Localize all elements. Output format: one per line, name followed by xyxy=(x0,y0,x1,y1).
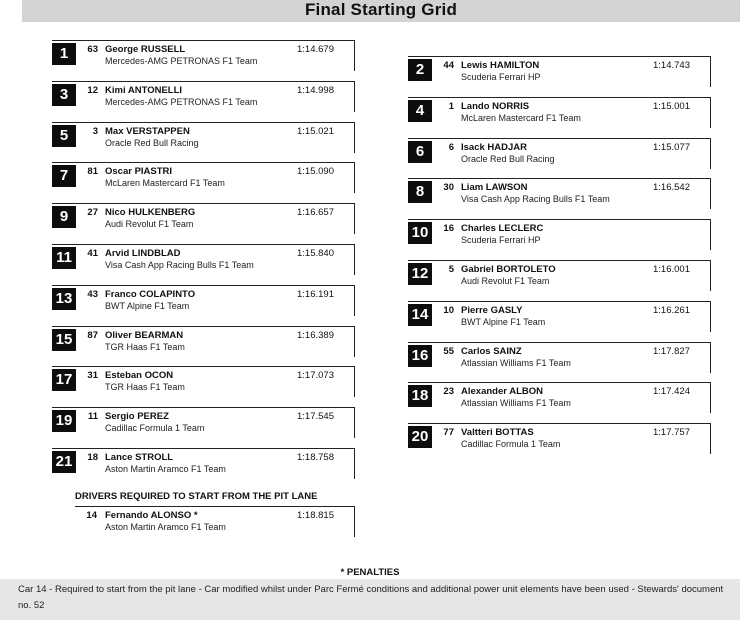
driver-name: Lance STROLL xyxy=(105,452,174,463)
driver-name: Franco COLAPINTO xyxy=(105,288,196,300)
grid-entry xyxy=(52,244,355,275)
grid-entry xyxy=(408,178,711,209)
grid-position: 2 xyxy=(408,59,432,81)
driver-name: Arvid LINDBLAD xyxy=(105,248,181,259)
driver-name: Alexander ALBON xyxy=(461,386,543,398)
car-number: 10 xyxy=(443,304,454,316)
car-number: 27 xyxy=(87,207,98,219)
driver-name: George RUSSELL xyxy=(105,44,186,55)
driver-name: Gabriel BORTOLETO xyxy=(461,264,556,275)
driver-name: Lando NORRIS xyxy=(461,100,530,112)
pit-lane-heading: DRIVERS REQUIRED TO START FROM THE PIT LANE xyxy=(75,491,318,502)
grid-entry xyxy=(408,301,711,332)
team-name: Oracle Red Bull Racing xyxy=(105,137,199,148)
lap-time: 1:17.757 xyxy=(653,427,690,439)
lap-time: 1:14.679 xyxy=(297,44,334,55)
driver-name: Oscar PIASTRI xyxy=(105,166,173,178)
lap-time: 1:15.090 xyxy=(297,166,334,178)
lap-time: 1:14.998 xyxy=(297,84,334,96)
team-name: BWT Alpine F1 Team xyxy=(105,300,190,311)
team-name: Oracle Red Bull Racing xyxy=(461,153,555,164)
team-name: Scuderia Ferrari HP xyxy=(461,235,541,246)
grid-entry xyxy=(408,423,711,454)
grid-position: 18 xyxy=(408,385,432,407)
grid-position: 19 xyxy=(52,410,76,432)
car-number: 6 xyxy=(448,141,454,153)
car-number: 31 xyxy=(87,370,98,382)
pit-lane-entry xyxy=(75,506,355,537)
driver-name: Sergio PEREZ xyxy=(105,411,169,423)
driver-name: Nico HULKENBERG xyxy=(105,207,196,219)
driver-name: Charles LECLERC xyxy=(461,223,544,235)
team-name: Audi Revolut F1 Team xyxy=(461,276,550,286)
grid-entry xyxy=(52,326,355,357)
car-number: 3 xyxy=(92,125,98,137)
car-number: 14 xyxy=(86,510,97,521)
grid-entry xyxy=(408,342,711,373)
grid-entry xyxy=(408,260,711,291)
lap-time: 1:15.021 xyxy=(297,125,334,137)
team-name: Mercedes-AMG PETRONAS F1 Team xyxy=(105,96,258,107)
car-number: 30 xyxy=(443,182,454,194)
car-number: 55 xyxy=(443,345,454,357)
driver-name: Oliver BEARMAN xyxy=(105,329,184,341)
team-name: Mercedes-AMG PETRONAS F1 Team xyxy=(105,56,258,66)
grid-entry xyxy=(52,407,355,438)
grid-position: 7 xyxy=(52,165,76,187)
grid-position: 11 xyxy=(52,247,76,269)
car-number: 77 xyxy=(443,427,454,439)
grid-position: 5 xyxy=(52,125,76,147)
car-number: 1 xyxy=(448,100,454,112)
lap-time: 1:15.077 xyxy=(653,141,690,153)
grid-position: 12 xyxy=(408,263,432,285)
driver-name: Isack HADJAR xyxy=(461,141,527,153)
lap-time: 1:16.657 xyxy=(297,207,334,219)
grid-position: 4 xyxy=(408,100,432,122)
grid-position: 17 xyxy=(52,369,76,391)
team-name: Cadillac Formula 1 Team xyxy=(461,439,561,450)
penalties-heading: * PENALTIES xyxy=(340,567,400,578)
grid-position: 1 xyxy=(52,43,76,65)
grid-entry xyxy=(52,122,355,153)
team-name: Scuderia Ferrari HP xyxy=(461,72,541,82)
team-name: TGR Haas F1 Team xyxy=(105,382,185,393)
grid-position: 16 xyxy=(408,345,432,367)
grid-entry xyxy=(408,97,711,128)
team-name: Aston Martin Aramco F1 Team xyxy=(105,522,226,532)
lap-time: 1:15.840 xyxy=(297,248,334,259)
grid-entry xyxy=(408,138,711,169)
lap-time: 1:16.542 xyxy=(653,182,690,194)
team-name: Atlassian Williams F1 Team xyxy=(461,357,571,368)
driver-name: Carlos SAINZ xyxy=(461,345,522,357)
team-name: McLaren Mastercard F1 Team xyxy=(461,112,581,123)
lap-time: 1:18.758 xyxy=(297,452,334,463)
grid-entry xyxy=(408,56,711,87)
driver-name: Fernando ALONSO * xyxy=(105,510,198,521)
driver-name: Pierre GASLY xyxy=(461,304,523,316)
grid-entry xyxy=(52,162,355,193)
team-name: Audi Revolut F1 Team xyxy=(105,219,194,230)
grid-position: 14 xyxy=(408,304,432,326)
lap-time: 1:17.073 xyxy=(297,370,334,382)
grid-entry xyxy=(52,285,355,316)
grid-position: 6 xyxy=(408,141,432,163)
grid-position: 21 xyxy=(52,451,76,473)
lap-time: 1:17.424 xyxy=(653,386,690,398)
grid-position: 9 xyxy=(52,206,76,228)
car-number: 81 xyxy=(87,166,98,178)
lap-time: 1:17.827 xyxy=(653,345,690,357)
driver-name: Max VERSTAPPEN xyxy=(105,125,190,137)
driver-name: Kimi ANTONELLI xyxy=(105,84,183,96)
team-name: Visa Cash App Racing Bulls F1 Team xyxy=(105,260,254,270)
lap-time: 1:16.191 xyxy=(297,288,334,300)
car-number: 11 xyxy=(87,411,98,423)
grid-entry xyxy=(52,40,355,71)
car-number: 12 xyxy=(87,84,98,96)
grid-entry xyxy=(52,448,355,479)
title-bar xyxy=(22,0,740,22)
penalties-bar xyxy=(0,579,740,620)
driver-name: Valtteri BOTTAS xyxy=(461,427,534,439)
grid-position: 8 xyxy=(408,181,432,203)
lap-time: 1:16.001 xyxy=(653,264,690,275)
grid-position: 15 xyxy=(52,329,76,351)
car-number: 16 xyxy=(443,223,454,235)
car-number: 63 xyxy=(87,44,98,55)
car-number: 23 xyxy=(443,386,454,398)
grid-entry xyxy=(408,382,711,413)
grid-entry xyxy=(52,366,355,397)
team-name: Atlassian Williams F1 Team xyxy=(461,398,571,409)
lap-time: 1:16.261 xyxy=(653,304,690,316)
lap-time: 1:17.545 xyxy=(297,411,334,423)
car-number: 5 xyxy=(448,264,454,275)
team-name: Visa Cash App Racing Bulls F1 Team xyxy=(461,194,610,205)
lap-time: 1:16.389 xyxy=(297,329,334,341)
lap-time: 1:15.001 xyxy=(653,100,690,112)
team-name: McLaren Mastercard F1 Team xyxy=(105,178,225,189)
team-name: Aston Martin Aramco F1 Team xyxy=(105,464,226,474)
penalties-text: Car 14 - Required to start from the pit lane - Car modified whilst under Parc Fermé conditions and additional power unit elements have been used - Stewards' document no. 52 xyxy=(18,584,724,611)
lap-time: 1:14.743 xyxy=(653,60,690,71)
team-name: BWT Alpine F1 Team xyxy=(461,316,546,327)
driver-name: Esteban OCON xyxy=(105,370,174,382)
grid-entry xyxy=(52,81,355,112)
page-title: Final Starting Grid xyxy=(304,0,458,19)
grid-position: 13 xyxy=(52,288,76,310)
grid-entry xyxy=(408,219,711,250)
team-name: TGR Haas F1 Team xyxy=(105,341,185,352)
driver-name: Liam LAWSON xyxy=(461,182,528,194)
car-number: 41 xyxy=(87,248,98,259)
grid-position: 10 xyxy=(408,222,432,244)
grid-position: 20 xyxy=(408,426,432,448)
car-number: 44 xyxy=(443,60,454,71)
grid-position: 3 xyxy=(52,84,76,106)
team-name: Cadillac Formula 1 Team xyxy=(105,423,205,434)
lap-time: 1:18.815 xyxy=(297,510,334,521)
car-number: 43 xyxy=(87,288,98,300)
car-number: 18 xyxy=(87,452,98,463)
driver-name: Lewis HAMILTON xyxy=(461,60,540,71)
grid-entry xyxy=(52,203,355,234)
car-number: 87 xyxy=(87,329,98,341)
